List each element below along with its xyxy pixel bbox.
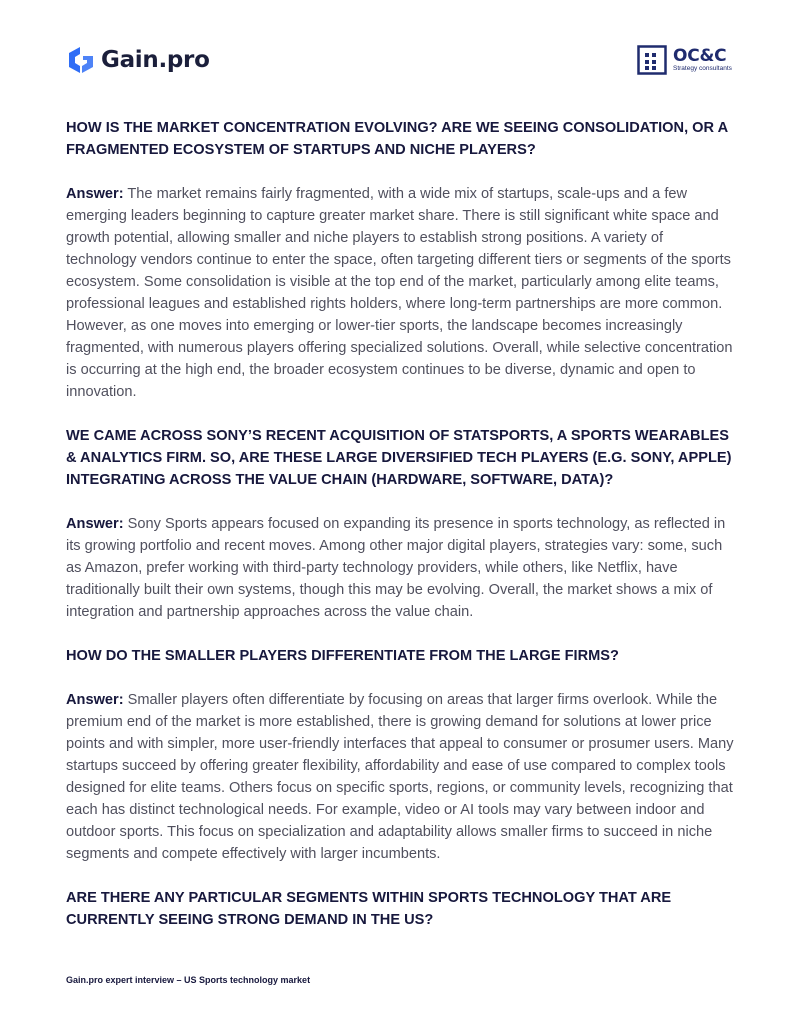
qa-section <box>66 425 736 623</box>
gain-logo-text: Gain.pro <box>101 47 210 73</box>
question-heading: HOW DO THE SMALLER PLAYERS DIFFERENTIATE FROM THE LARGE FIRMS? <box>66 648 619 664</box>
answer-label: Answer: <box>66 186 124 202</box>
answer-label: Answer: <box>66 516 124 532</box>
question-heading: WE CAME ACROSS SONY’S RECENT ACQUISITION OF STATSPORTS, A SPORTS WEARABLES & ANALYTICS FIRM. SO, ARE THESE LARGE DIVERSIFIED TECH PLAYERS (E.G. SONY, APPLE) INTEGRATING ACROSS THE VALUE CHAIN (HARDWARE, SOFTWARE, DATA)? <box>66 428 732 488</box>
occ-logo-mark-icon <box>637 45 667 75</box>
gain-logo-mark-icon <box>65 45 95 75</box>
page-header <box>0 0 800 100</box>
answer-text: The market remains fairly fragmented, with a wide mix of startups, scale-ups and a few emerging leaders beginning to capture greater market share. There is still significant white space and growth potential, allowing smaller and niche players to establish strong positions. A variety of technology vendors continue to enter the space, often targeting different tiers or segments of the sports ecosystem. Some consolidation is visible at the top end of the market, particularly among elite teams, professional leagues and established rights holders, where long-term partnerships are more common. However, as one moves into emerging or lower-tier sports, the landscape becomes increasingly fragmented, with numerous players offering specialized solutions. Overall, while selective concentration is occurring at the high end, the broader ecosystem continues to be diverse, dynamic and open to innovation. <box>66 186 733 400</box>
gain-pro-logo <box>65 45 210 75</box>
occ-logo-name: OC&C <box>673 45 727 66</box>
answer-paragraph <box>66 513 736 623</box>
page-footer: Gain.pro expert interview – US Sports technology market <box>66 975 311 985</box>
occ-logo-tagline: Strategy consultants <box>673 64 732 72</box>
answer-paragraph <box>66 689 736 865</box>
qa-section <box>66 117 736 403</box>
question-heading: HOW IS THE MARKET CONCENTRATION EVOLVING? ARE WE SEEING CONSOLIDATION, OR A FRAGMENTED ECOSYSTEM OF STARTUPS AND NICHE PLAYERS? <box>66 120 728 158</box>
answer-label: Answer: <box>66 692 124 708</box>
interview-content <box>66 117 736 953</box>
answer-paragraph <box>66 183 736 403</box>
occ-logo <box>637 45 732 75</box>
question-heading: ARE THERE ANY PARTICULAR SEGMENTS WITHIN SPORTS TECHNOLOGY THAT ARE CURRENTLY SEEING STRONG DEMAND IN THE US? <box>66 890 672 928</box>
answer-text: Sony Sports appears focused on expanding its presence in sports technology, as reflected in its growing portfolio and recent moves. Among other major digital players, strategies vary: some, such as Amazon, prefer working with third-party technology providers, while others, like Netflix, have traditionally built their own systems, though this may be evolving. Overall, the market shows a mix of integration and partnership approaches across the value chain. <box>66 516 726 620</box>
answer-text: Smaller players often differentiate by focusing on areas that larger firms overlook. While the premium end of the market is more established, there is growing demand for solutions at lower price points and with simpler, more user-friendly interfaces that appeal to consumer or prosumer users. Many startups succeed by offering greater flexibility, affordability and ease of use compared to complex tools designed for elite teams. Others focus on specific sports, regions, or community levels, recognizing that each has distinct technological needs. For example, video or AI tools may vary between indoor and outdoor sports. This focus on specialization and adaptability allows smaller firms to succeed in niche segments and compete effectively with larger incumbents. <box>66 692 734 862</box>
qa-section <box>66 645 736 865</box>
qa-section <box>66 887 736 931</box>
